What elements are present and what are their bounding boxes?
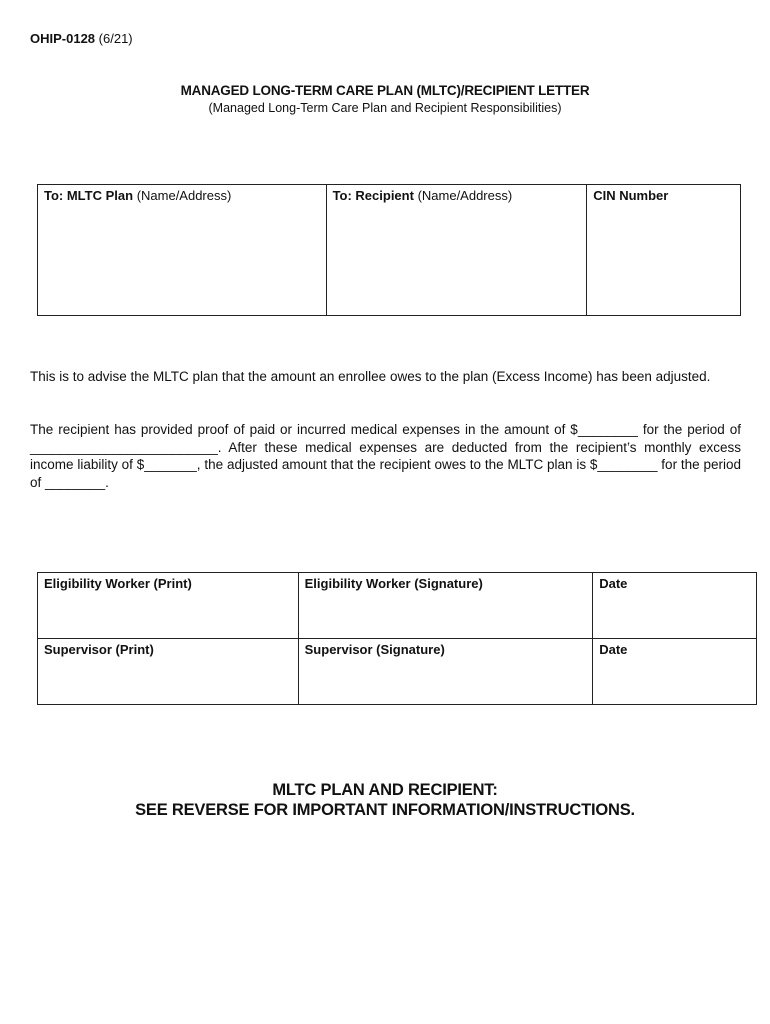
- mltc-plan-hint: (Name/Address): [136, 188, 232, 203]
- supervisor-row: [38, 639, 757, 705]
- mltc-plan-label: To: MLTC Plan: [44, 188, 134, 203]
- recipient-address-field[interactable]: [326, 185, 587, 316]
- letter-title: MANAGED LONG-TERM CARE PLAN (MLTC)/RECIPIENT LETTER: [180, 83, 590, 98]
- recipient-label: To: Recipient: [332, 188, 414, 203]
- supervisor-date-label: Date: [599, 642, 628, 657]
- form-identifier: [30, 31, 133, 46]
- eligibility-worker-print-label: Eligibility Worker (Print): [44, 576, 192, 591]
- mltc-plan-address-field[interactable]: [38, 185, 327, 316]
- expense-paragraph: The recipient has provided proof of paid or incurred medical expenses in the amount of $________ for the period of _________________________. After these medical expenses are deducted from the recipient’s monthly excess income liability of $_______, the adjusted amount that the recipient owes to the MLTC plan is $________ for the period of ________.: [30, 422, 741, 490]
- eligibility-worker-signature-label: Eligibility Worker (Signature): [304, 576, 483, 591]
- signature-table: [37, 572, 757, 705]
- eligibility-worker-signature-field[interactable]: [298, 573, 593, 639]
- cin-number-field[interactable]: [587, 185, 741, 316]
- letter-subtitle: (Managed Long-Term Care Plan and Recipient Responsibilities): [208, 101, 562, 115]
- supervisor-date-field[interactable]: [593, 639, 757, 705]
- footer-line-1: MLTC PLAN AND RECIPIENT:: [272, 781, 498, 799]
- supervisor-signature-field[interactable]: [298, 639, 593, 705]
- eligibility-worker-row: [38, 573, 757, 639]
- footer-notice: [0, 781, 770, 820]
- supervisor-signature-label: Supervisor (Signature): [304, 642, 445, 657]
- form-date: (6/21): [98, 31, 133, 46]
- form-number: OHIP-0128: [30, 31, 96, 46]
- supervisor-print-label: Supervisor (Print): [44, 642, 154, 657]
- footer-line-2: SEE REVERSE FOR IMPORTANT INFORMATION/INSTRUCTIONS.: [135, 800, 635, 819]
- eligibility-worker-date-label: Date: [599, 576, 628, 591]
- address-table: [37, 184, 741, 316]
- supervisor-print-field[interactable]: [38, 639, 299, 705]
- recipient-hint: (Name/Address): [417, 188, 513, 203]
- advisory-paragraph: This is to advise the MLTC plan that the amount an enrollee owes to the plan (Excess Income) has been adjusted.: [30, 369, 711, 384]
- cin-number-label: CIN Number: [593, 188, 669, 203]
- eligibility-worker-date-field[interactable]: [593, 573, 757, 639]
- eligibility-worker-print-field[interactable]: [38, 573, 299, 639]
